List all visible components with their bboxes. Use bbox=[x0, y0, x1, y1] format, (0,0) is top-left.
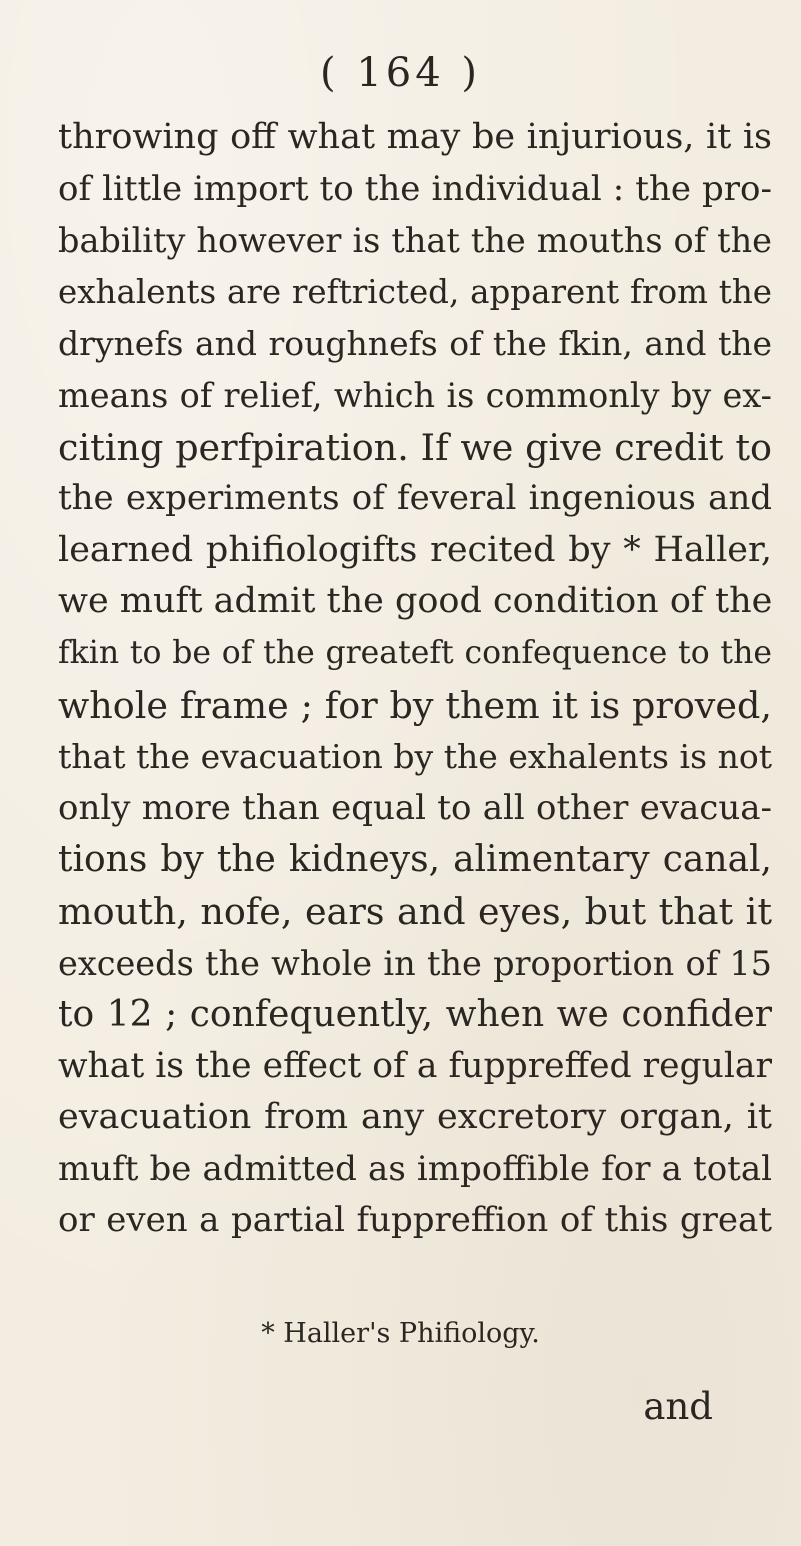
text-line: that the evacuation by the exhalents is not bbox=[58, 737, 772, 777]
text-line: fkin to be of the greateft confequence to the bbox=[58, 634, 772, 671]
text-line: only more than equal to all other evacua- bbox=[58, 787, 772, 828]
text-line: the experiments of feveral ingenious and bbox=[58, 478, 772, 519]
body-text bbox=[58, 112, 772, 1247]
text-line: of little import to the individual : the pro- bbox=[58, 168, 772, 209]
text-line: muft be admitted as impoffible for a total bbox=[58, 1148, 772, 1189]
text-line: bability however is that the mouths of the bbox=[58, 221, 772, 261]
text-line: to 12 ; confequently, when we confider bbox=[58, 994, 772, 1036]
text-line: throwing off what may be injurious, it is bbox=[58, 117, 772, 157]
text-line: exceeds the whole in the proportion of 15 bbox=[58, 943, 772, 983]
text-line: mouth, nofe, ears and eyes, but that it bbox=[58, 889, 772, 933]
text-line: tions by the kidneys, alimentary canal, bbox=[58, 839, 772, 881]
text-line: evacuation from any excretory organ, it bbox=[58, 1097, 772, 1138]
text-line: drynefs and roughnefs of the fkin, and the bbox=[58, 324, 772, 364]
footnote: * Haller's Phifiology. bbox=[261, 1318, 540, 1349]
text-line: exhalents are reftricted, apparent from the bbox=[58, 272, 772, 311]
text-line: what is the effect of a fuppreffed regular bbox=[58, 1045, 772, 1086]
text-line: learned phifiologifts recited by * Haller, bbox=[58, 529, 772, 570]
text-line: means of relief, which is commonly by ex- bbox=[58, 375, 772, 415]
text-line: citing perfpiration. If we give credit to bbox=[58, 425, 772, 469]
page-number: ( 164 ) bbox=[320, 50, 481, 96]
text-line: we muft admit the good condition of the bbox=[58, 581, 773, 622]
catchword: and bbox=[643, 1385, 713, 1428]
text-line: or even a partial fuppreffion of this great bbox=[58, 1200, 772, 1241]
text-line: whole frame ; for by them it is proved, bbox=[58, 683, 772, 727]
